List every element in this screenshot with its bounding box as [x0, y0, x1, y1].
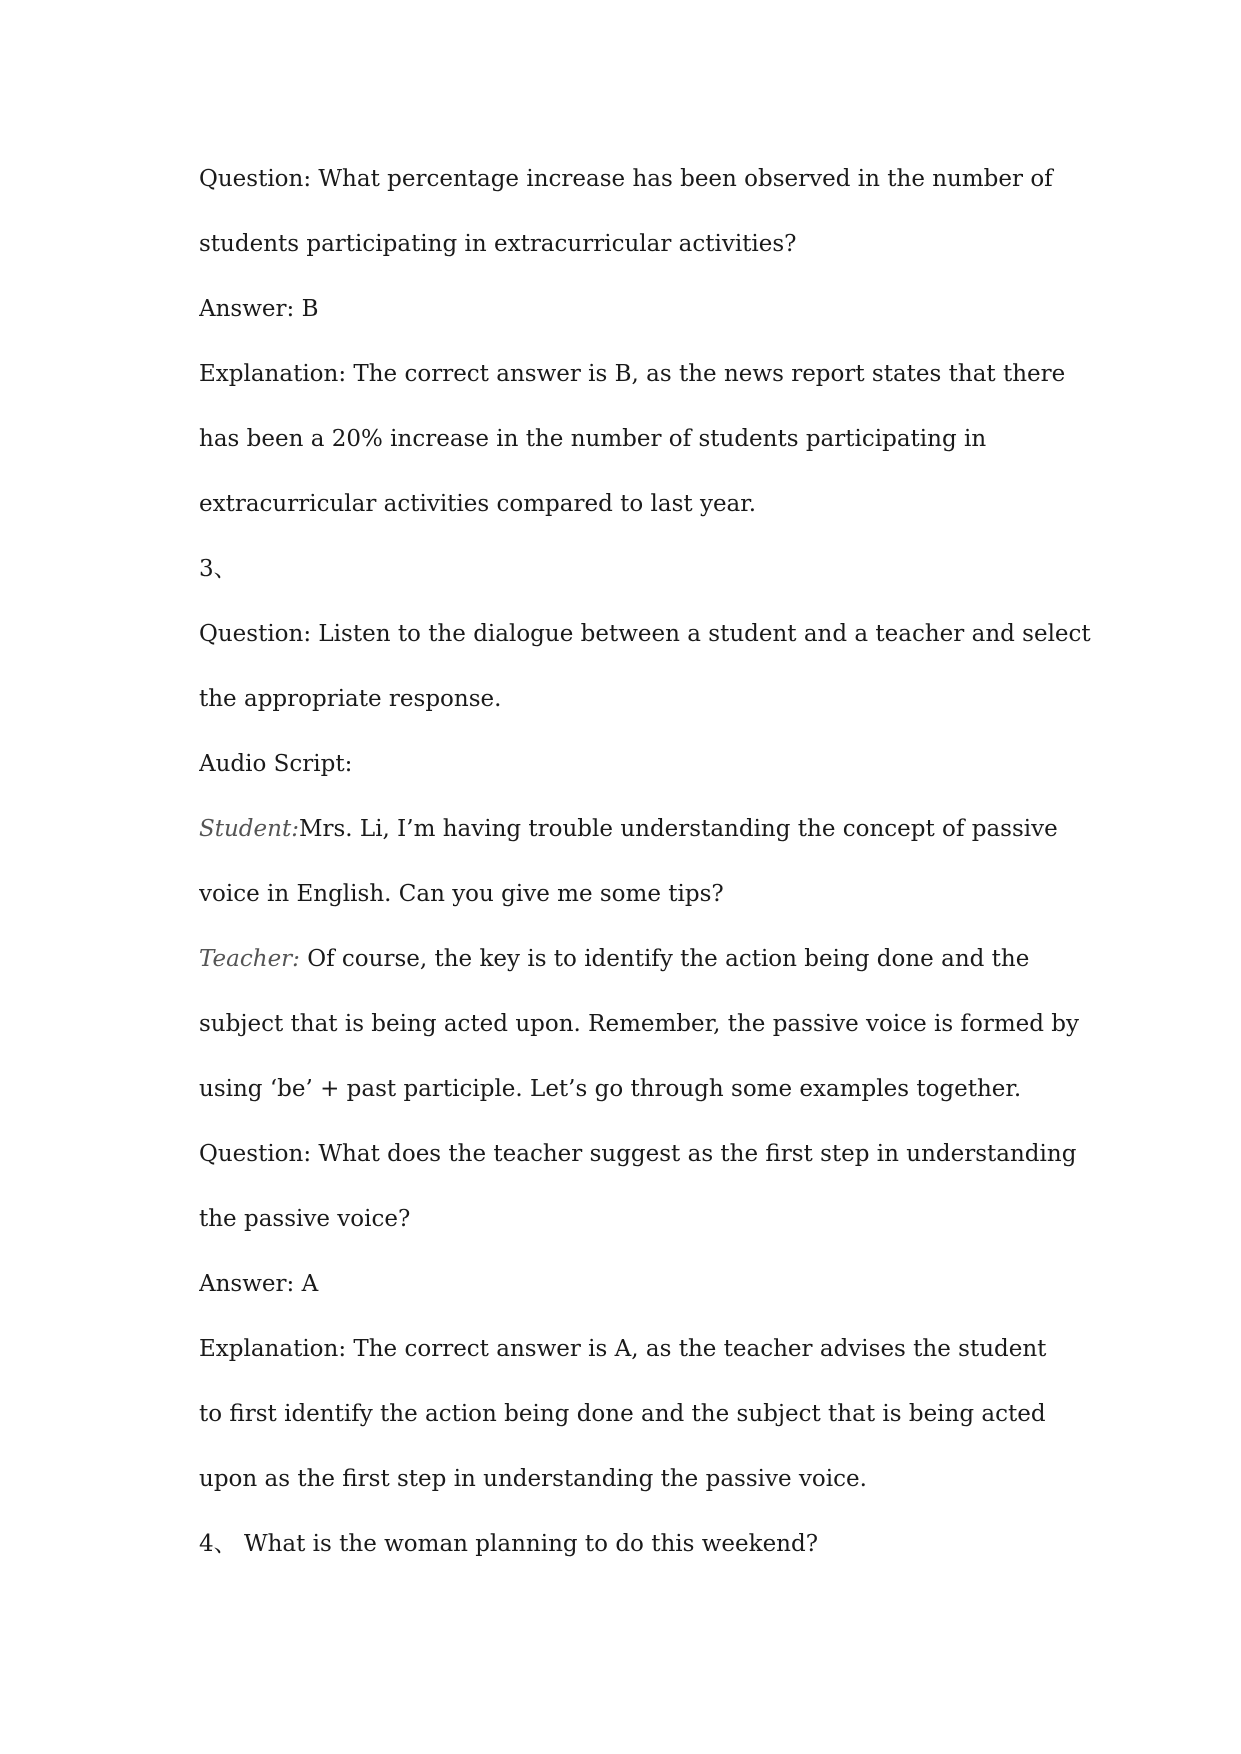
question-3-prompt-line-1: Question: Listen to the dialogue between a student and a teacher and select: [199, 621, 1091, 647]
teacher-dialogue-line-2: subject that is being acted upon. Remember, the passive voice is formed by: [199, 1011, 1080, 1037]
question-3-question-line-1: Question: What does the teacher suggest as the first step in understanding: [199, 1141, 1077, 1167]
question-3-explanation-line-2: to first identify the action being done and the subject that is being acted: [199, 1401, 1046, 1427]
student-speaker-label: Student:: [199, 816, 299, 842]
teacher-dialogue-line-3: using ‘be’ + past participle. Let’s go through some examples together.: [199, 1076, 1022, 1102]
teacher-dialogue-text: Of course, the key is to identify the action being done and the: [307, 946, 1030, 972]
question-2-text-line-2: students participating in extracurricular activities?: [199, 231, 797, 257]
question-2-text-line-1: Question: What percentage increase has been observed in the number of: [199, 166, 1053, 192]
student-dialogue-line-2: voice in English. Can you give me some tips?: [199, 881, 724, 907]
question-2-explanation-line-1: Explanation: The correct answer is B, as the news report states that there: [199, 361, 1066, 387]
question-3-prompt-line-2: the appropriate response.: [199, 686, 502, 712]
teacher-speaker-label: Teacher:: [199, 946, 300, 972]
teacher-dialogue-line-1: [199, 927, 1099, 992]
document-body: [199, 147, 1099, 1577]
question-2-answer: Answer: B: [199, 296, 319, 322]
question-3-explanation-line-1: Explanation: The correct answer is A, as the teacher advises the student: [199, 1336, 1047, 1362]
question-3-explanation-line-3: upon as the first step in understanding the passive voice.: [199, 1466, 867, 1492]
question-3-number: 3、: [199, 556, 237, 582]
audio-script-heading: Audio Script:: [199, 751, 353, 777]
question-2-explanation-line-2: has been a 20% increase in the number of students participating in: [199, 426, 987, 452]
student-dialogue-text: Mrs. Li, I’m having trouble understanding the concept of passive: [298, 816, 1058, 842]
question-2-explanation-line-3: extracurricular activities compared to last year.: [199, 491, 757, 517]
question-3-question-line-2: the passive voice?: [199, 1206, 411, 1232]
question-4-text: 4、 What is the woman planning to do this weekend?: [199, 1531, 819, 1557]
question-3-answer: Answer: A: [199, 1271, 319, 1297]
student-dialogue-line-1: [199, 797, 1099, 862]
